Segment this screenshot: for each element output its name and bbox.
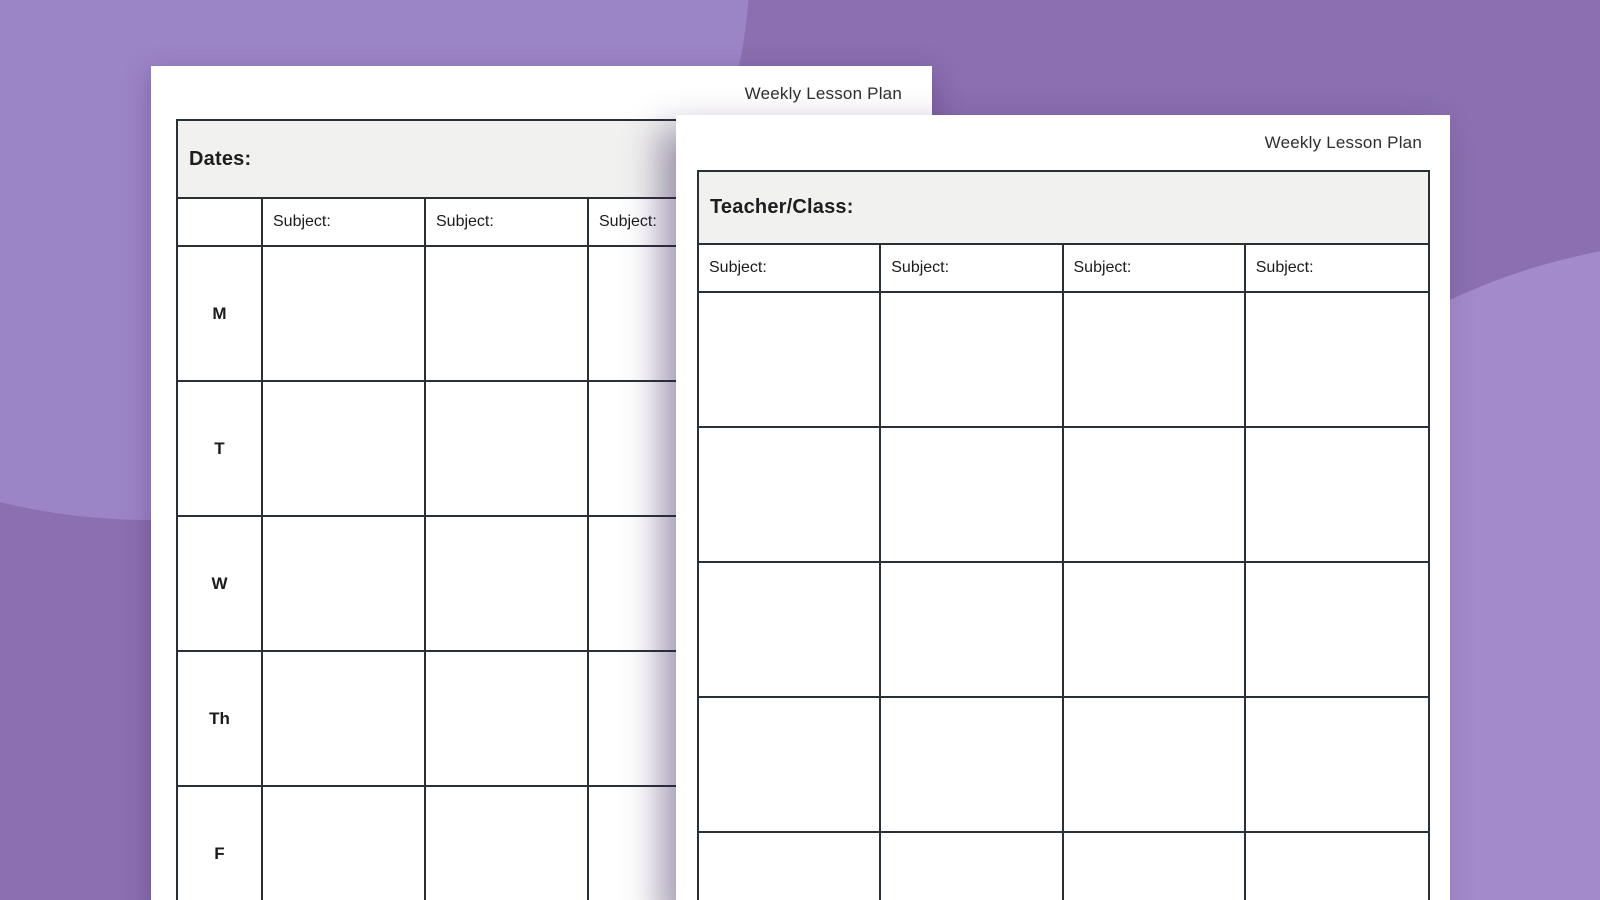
lesson-cell [263, 787, 426, 900]
lesson-cell [1246, 428, 1428, 563]
lesson-cell [1246, 833, 1428, 900]
page-title: Weekly Lesson Plan [1264, 133, 1422, 152]
page-title: Weekly Lesson Plan [744, 84, 902, 103]
subject-column-header: Subject: [699, 245, 881, 293]
lesson-cell [699, 698, 881, 833]
day-label-cell: Th [178, 652, 263, 787]
lesson-cell [1064, 833, 1246, 900]
lesson-cell [699, 293, 881, 428]
lesson-cell [881, 833, 1063, 900]
subject-column-header: Subject: [1064, 245, 1246, 293]
lesson-cell [1246, 698, 1428, 833]
lesson-cell [263, 517, 426, 652]
day-label-cell: W [178, 517, 263, 652]
lesson-cell [699, 428, 881, 563]
lesson-cell [699, 563, 881, 698]
day-label-cell: F [178, 787, 263, 900]
front-page [676, 115, 1450, 900]
lesson-cell [426, 517, 589, 652]
day-label-cell: M [178, 247, 263, 382]
lesson-cell [263, 382, 426, 517]
lesson-cell [426, 652, 589, 787]
subject-column-header: Subject: [1246, 245, 1428, 293]
lesson-cell [1064, 428, 1246, 563]
lesson-cell [881, 293, 1063, 428]
subject-column-header: Subject: [263, 199, 426, 247]
teacher-class-header-bar: Teacher/Class: [699, 172, 1428, 245]
lesson-cell [881, 698, 1063, 833]
lesson-cell [263, 247, 426, 382]
lesson-cell [1246, 563, 1428, 698]
dates-header-bar: Dates: [178, 121, 914, 199]
lesson-cell [263, 652, 426, 787]
lesson-cell [1064, 563, 1246, 698]
lesson-cell [1064, 293, 1246, 428]
subject-column-header: Subject: [589, 199, 752, 247]
lesson-cell [881, 563, 1063, 698]
day-label-cell: T [178, 382, 263, 517]
lesson-cell [1064, 698, 1246, 833]
lesson-cell [881, 428, 1063, 563]
lesson-cell [426, 787, 589, 900]
day-column-header-cell [178, 199, 263, 247]
lesson-cell [426, 247, 589, 382]
subject-column-header: Subject: [881, 245, 1063, 293]
weekly-plan-table-teacher-class [697, 170, 1430, 900]
lesson-cell [426, 382, 589, 517]
subject-column-header: Subject: [426, 199, 589, 247]
lesson-cell [1246, 293, 1428, 428]
lesson-cell [699, 833, 881, 900]
